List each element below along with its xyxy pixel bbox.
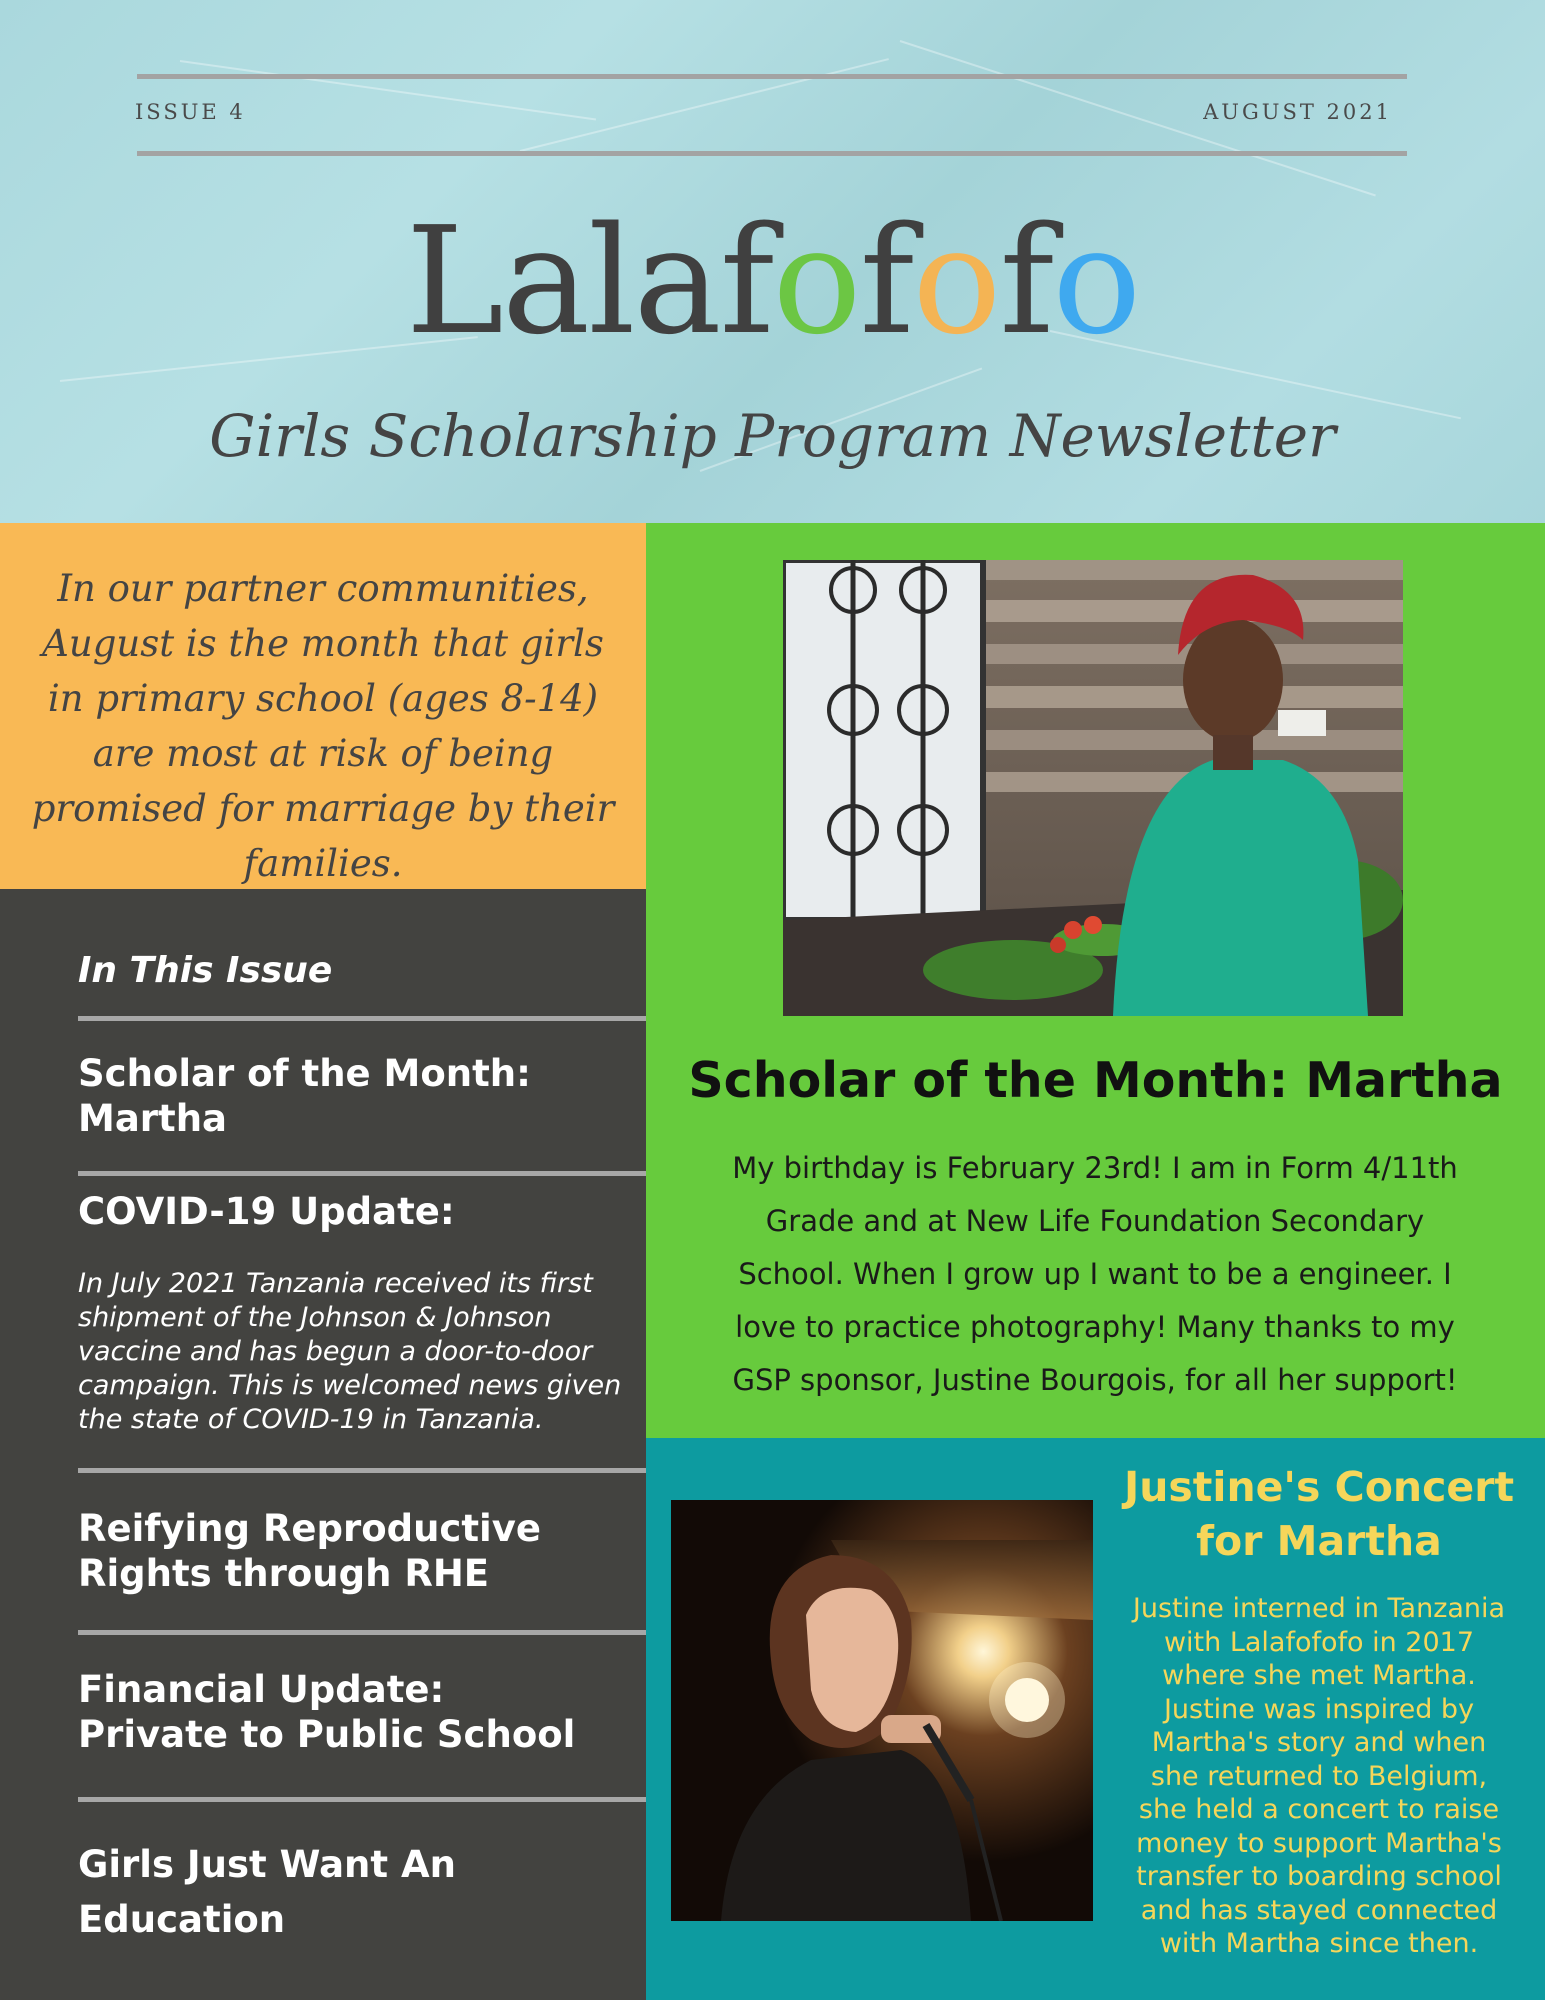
- concert-photo: [671, 1500, 1093, 1921]
- issue-date: AUGUST 2021: [1203, 100, 1392, 124]
- toc-item-financial-update[interactable]: Financial Update: Private to Public School: [78, 1668, 576, 1756]
- concert-story: Justine interned in Tanzania with Lalafofofo in 2017 where she met Martha. Justine was inspired by Martha's story and when she returned to Belgium, she held a concert to raise money to support Martha's transfer to boarding school and has stayed connected with Martha since then.: [1132, 1593, 1506, 1959]
- toc-divider: [78, 1630, 646, 1635]
- pull-quote: In our partner communities, August is the month that girls in primary school (ages 8-14) are most at risk of being promised for marriage by their families.: [0, 523, 646, 889]
- masthead: [0, 0, 1545, 523]
- toc-divider: [78, 1016, 646, 1021]
- toc-item-scholar[interactable]: Scholar of the Month: Martha: [78, 1052, 531, 1140]
- toc-item-covid[interactable]: COVID-19 Update:: [78, 1190, 455, 1233]
- top-rule: [137, 74, 1407, 79]
- toc-item-education[interactable]: Girls Just Want An Education: [78, 1843, 456, 1941]
- issue-number: ISSUE 4: [135, 100, 246, 124]
- newsletter-logo-title: Lalafofofo: [405, 195, 1140, 367]
- toc-divider: [78, 1797, 646, 1802]
- toc-divider: [78, 1468, 646, 1473]
- scholar-title: Scholar of the Month: Martha: [688, 1052, 1503, 1109]
- toc-item-reproductive-rights[interactable]: Reifying Reproductive Rights through RHE: [78, 1507, 541, 1595]
- scholar-bio: My birthday is February 23rd! I am in Form 4/11th Grade and at New Life Foundation Secondary School. When I grow up I want to be a engineer. I love to practice photography! Many thanks to my GSP sponsor, Justine Bourgois, for all her support!: [732, 1151, 1458, 1397]
- toc-divider: [78, 1171, 646, 1176]
- newsletter-subtitle: Girls Scholarship Program Newsletter: [209, 402, 1336, 470]
- toc-heading: In This Issue: [78, 950, 333, 991]
- scholar-photo: [783, 560, 1403, 1016]
- concert-title: Justine's Concert for Martha: [1123, 1463, 1515, 1565]
- bottom-rule: [137, 151, 1407, 156]
- toc-covid-description: In July 2021 Tanzania received its first shipment of the Johnson & Johnson vaccine and has begun a door-to-door campaign. This is welcomed news given the state of COVID-19 in Tanzania.: [78, 1268, 622, 1435]
